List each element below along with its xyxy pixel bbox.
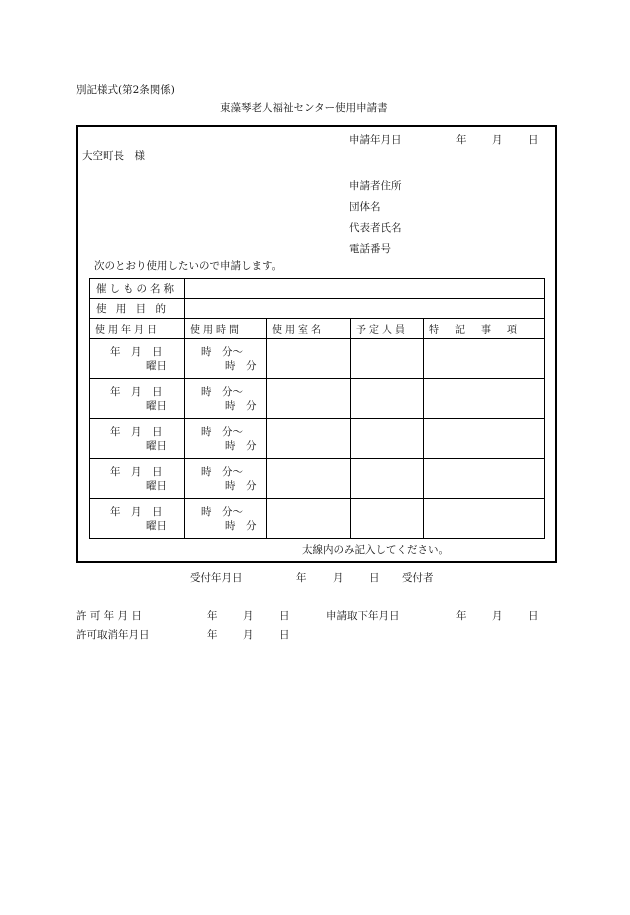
date-cell[interactable]	[90, 339, 185, 379]
receiver-label: 受付者	[402, 572, 434, 584]
room-cell[interactable]	[267, 379, 351, 419]
people-cell[interactable]	[351, 459, 424, 499]
time-cell[interactable]	[185, 419, 267, 459]
withdraw-year: 年	[456, 610, 467, 622]
column-header-room: 使用室名	[267, 319, 351, 339]
time-start: 時 分〜	[201, 386, 243, 398]
application-date-day: 日	[528, 134, 539, 146]
date-ymd: 年 月 日	[110, 346, 163, 358]
group-name-label: 団体名	[349, 201, 381, 213]
time-end: 時 分	[225, 400, 257, 412]
date-cell[interactable]	[90, 499, 185, 539]
table-row	[90, 499, 545, 539]
room-cell[interactable]	[267, 499, 351, 539]
event-name-field[interactable]	[185, 279, 545, 299]
form-reference: 別記様式(第2条関係)	[76, 84, 175, 96]
received-day: 日	[369, 572, 380, 584]
cancel-date-label: 許可取消年月日	[76, 629, 150, 641]
notes-cell[interactable]	[424, 419, 545, 459]
table-row	[90, 419, 545, 459]
time-cell[interactable]	[185, 379, 267, 419]
cancel-day: 日	[279, 629, 290, 641]
date-cell[interactable]	[90, 459, 185, 499]
date-weekday: 曜日	[146, 520, 167, 532]
event-name-label: 催しもの名称	[90, 279, 185, 299]
time-start: 時 分〜	[201, 346, 243, 358]
date-ymd: 年 月 日	[110, 506, 163, 518]
date-weekday: 曜日	[146, 480, 167, 492]
people-cell[interactable]	[351, 499, 424, 539]
people-cell[interactable]	[351, 379, 424, 419]
received-year: 年	[296, 572, 307, 584]
permit-day: 日	[279, 610, 290, 622]
usage-table	[89, 278, 545, 539]
date-cell[interactable]	[90, 419, 185, 459]
date-ymd: 年 月 日	[110, 466, 163, 478]
table-row	[90, 459, 545, 499]
notes-cell[interactable]	[424, 339, 545, 379]
withdraw-day: 日	[528, 610, 539, 622]
intro-text: 次のとおり使用したいので申請します。	[94, 260, 283, 272]
date-ymd: 年 月 日	[110, 426, 163, 438]
time-cell[interactable]	[185, 459, 267, 499]
notes-cell[interactable]	[424, 459, 545, 499]
people-cell[interactable]	[351, 419, 424, 459]
date-weekday: 曜日	[146, 440, 167, 452]
applicant-address-label: 申請者住所	[349, 180, 402, 192]
table-row	[90, 379, 545, 419]
column-header-notes: 特 記 事 項	[424, 319, 545, 339]
phone-label: 電話番号	[349, 243, 391, 255]
table-row	[90, 339, 545, 379]
time-cell[interactable]	[185, 499, 267, 539]
column-header-people: 予定人員	[351, 319, 424, 339]
room-cell[interactable]	[267, 419, 351, 459]
application-date-month: 月	[492, 134, 503, 146]
people-cell[interactable]	[351, 339, 424, 379]
date-weekday: 曜日	[146, 360, 167, 372]
form-title: 東藻琴老人福祉センター使用申請書	[220, 102, 388, 114]
time-end: 時 分	[225, 520, 257, 532]
date-weekday: 曜日	[146, 400, 167, 412]
permit-year: 年	[207, 610, 218, 622]
received-month: 月	[333, 572, 344, 584]
withdraw-month: 月	[492, 610, 503, 622]
time-start: 時 分〜	[201, 426, 243, 438]
room-cell[interactable]	[267, 459, 351, 499]
date-ymd: 年 月 日	[110, 386, 163, 398]
permit-date-label: 許 可 年 月 日	[76, 610, 142, 622]
purpose-label: 使 用 目 的	[90, 299, 185, 319]
representative-label: 代表者氏名	[349, 222, 402, 234]
time-cell[interactable]	[185, 339, 267, 379]
frame-note: 太線内のみ記入してください。	[302, 544, 449, 556]
withdraw-date-label: 申請取下年月日	[326, 610, 400, 622]
notes-cell[interactable]	[424, 499, 545, 539]
time-end: 時 分	[225, 360, 257, 372]
cancel-year: 年	[207, 629, 218, 641]
time-end: 時 分	[225, 480, 257, 492]
cancel-month: 月	[243, 629, 254, 641]
room-cell[interactable]	[267, 339, 351, 379]
received-date-label: 受付年月日	[190, 572, 243, 584]
time-end: 時 分	[225, 440, 257, 452]
application-date-year: 年	[456, 134, 467, 146]
column-header-date: 使用年月日	[90, 319, 185, 339]
column-header-time: 使用時間	[185, 319, 267, 339]
application-date-label: 申請年月日	[349, 134, 402, 146]
purpose-field[interactable]	[185, 299, 545, 319]
time-start: 時 分〜	[201, 506, 243, 518]
addressee: 大空町長 様	[82, 150, 145, 162]
notes-cell[interactable]	[424, 379, 545, 419]
permit-month: 月	[243, 610, 254, 622]
date-cell[interactable]	[90, 379, 185, 419]
time-start: 時 分〜	[201, 466, 243, 478]
